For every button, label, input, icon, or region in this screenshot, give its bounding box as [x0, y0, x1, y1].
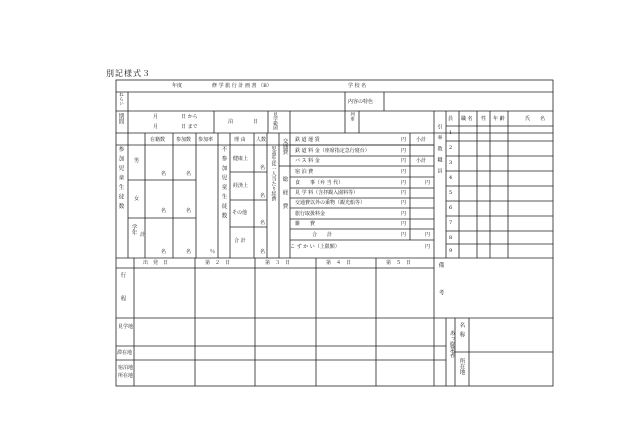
cost-total: 合 計 — [312, 232, 333, 238]
day-1-header: 出 発 日 — [143, 260, 169, 266]
absent-health: 健康上 — [233, 156, 249, 162]
day-to: 日 まで — [181, 124, 198, 130]
staff-row-number: 2 — [449, 145, 453, 151]
yen-10: 円 — [401, 232, 407, 238]
content-label: 内容の特色 — [348, 99, 374, 105]
day-5-header: 第 ５ 日 — [386, 260, 412, 266]
form-title: 別記様式３ — [106, 69, 151, 78]
year-label: 年度 — [172, 83, 183, 89]
lodging-label: 宿泊地所在地 — [118, 365, 134, 379]
cost-allowance: こ ず か い（上限額） — [290, 244, 340, 250]
school-name-label: 学 校 名 — [348, 83, 367, 89]
staff-col-no: 員 — [448, 116, 454, 122]
staff-row-number: 5 — [449, 190, 453, 196]
days-label: 日 — [253, 119, 259, 125]
staff-col-title: 職 名 — [461, 116, 473, 122]
absent-economic: 経済上 — [233, 183, 249, 189]
destination-label: 見学範囲 — [272, 112, 278, 130]
day-4-header: 第 ４ 日 — [326, 260, 352, 266]
participants-label: 参加児童生徒数 — [117, 146, 124, 213]
month-from: 月 — [153, 114, 159, 120]
yen-8: 円 — [401, 211, 407, 217]
yen-4: 円 — [401, 169, 407, 175]
yen-7: 円 — [401, 200, 407, 206]
staff-row-number: 7 — [449, 220, 453, 226]
absent-col-reason: 理 由 — [234, 137, 246, 143]
absent-unit-3: 名 — [260, 220, 266, 226]
col-enrolled: 在籍数 — [150, 137, 166, 143]
yen-subtotal-1: 円 — [425, 180, 431, 186]
itinerary-label: 行程 — [119, 272, 126, 319]
unit-female-enrolled: 名 — [161, 208, 167, 214]
nights-label: 泊 — [228, 119, 234, 125]
unit-total-participants: 名 — [186, 249, 192, 255]
cost-rail-fare: 鉄 道 運 賃 — [295, 137, 320, 143]
staff-row-number: 3 — [449, 160, 453, 166]
plan-title: 修 学 旅 行 計 画 書 （B） — [212, 83, 272, 89]
month-to: 月 — [153, 124, 159, 130]
yen-subtotal-2: 円 — [425, 232, 431, 238]
aim-label: ねらい — [118, 92, 124, 106]
absent-other: その他 — [232, 210, 248, 216]
col-rate: 参加率 — [198, 137, 214, 143]
yen-5: 円 — [401, 180, 407, 186]
staff-col-name: 氏 名 — [525, 116, 546, 122]
grade-label: 学年 — [130, 224, 137, 235]
cost-rail-express: 鉄 道 料 金（座席指定急行寝台） — [295, 148, 370, 154]
cost-lodging: 宿 泊 費 — [295, 169, 314, 175]
agency-label: あっ旋業者 — [448, 330, 455, 358]
absent-unit-1: 名 — [260, 165, 266, 171]
total-cost-label: 総経費 — [281, 176, 288, 217]
remarks-label: 備考 — [437, 262, 444, 317]
cost-misc: 雑 費 — [295, 221, 316, 227]
absent-total: 合 計 — [234, 238, 246, 244]
day-3-header: 第 ３ 日 — [265, 260, 291, 266]
transport-label: 交通費 — [281, 138, 288, 155]
agency-address-label: 所在地 — [458, 358, 465, 375]
unit-female-participants: 名 — [186, 208, 192, 214]
staff-row-number: 4 — [449, 175, 453, 181]
subtotal-1: 小計 — [416, 137, 427, 143]
staff-row-number: 8 — [449, 235, 453, 241]
absent-label: 不参加児童生徒数 — [220, 146, 227, 222]
col-participants: 参加数 — [176, 137, 192, 143]
stay-label: 滞在地 — [117, 350, 133, 356]
yen-9: 円 — [401, 221, 407, 227]
agency-name-label: 名称 — [458, 322, 465, 341]
staff-row-number: 9 — [449, 248, 453, 254]
per-person-label: 児童生徒一人当たり経費 — [270, 146, 277, 201]
staff-col-gender: 性 — [481, 116, 487, 122]
day-2-header: 第 ２ 日 — [205, 260, 231, 266]
absent-col-count: 人数 — [256, 137, 267, 143]
cost-bus-fare: バ ス 料 金 — [295, 158, 320, 164]
male-label: 男 — [134, 158, 140, 164]
cost-insurance: 旅行取扱料金 — [295, 211, 326, 217]
yen-2: 円 — [401, 148, 407, 154]
total-label: 計 — [140, 232, 146, 238]
cost-meal: 食 事（弁 当 代） — [295, 180, 344, 186]
day-from: 日 から — [181, 114, 198, 120]
staff-col-age: 年 齢 — [493, 116, 505, 122]
staff-label: 引率教職員 — [436, 124, 443, 179]
yen-11: 円 — [425, 244, 431, 250]
staff-row-number: 6 — [449, 205, 453, 211]
yen-1: 円 — [401, 137, 407, 143]
visit-label: 見学地 — [118, 324, 134, 330]
female-label: 女 — [134, 196, 140, 202]
cost-visit-fee: 見 学 料（含拝観入園料等） — [295, 190, 359, 196]
subtotal-2: 小計 — [416, 158, 427, 164]
unit-total-enrolled: 名 — [161, 249, 167, 255]
cost-other-transport: 交通費以外の乗物（観光船等） — [295, 200, 366, 206]
absent-unit-4: 名 — [260, 249, 266, 255]
staff-row-number: 1 — [449, 130, 453, 136]
train-label: 列車 — [349, 112, 355, 121]
yen-3: 円 — [401, 158, 407, 164]
unit-percent: ％ — [210, 249, 216, 255]
unit-male-enrolled: 名 — [161, 171, 167, 177]
period-label: 期間 — [117, 113, 124, 124]
absent-unit-2: 名 — [260, 193, 266, 199]
yen-6: 円 — [401, 190, 407, 196]
unit-male-participants: 名 — [186, 171, 192, 177]
